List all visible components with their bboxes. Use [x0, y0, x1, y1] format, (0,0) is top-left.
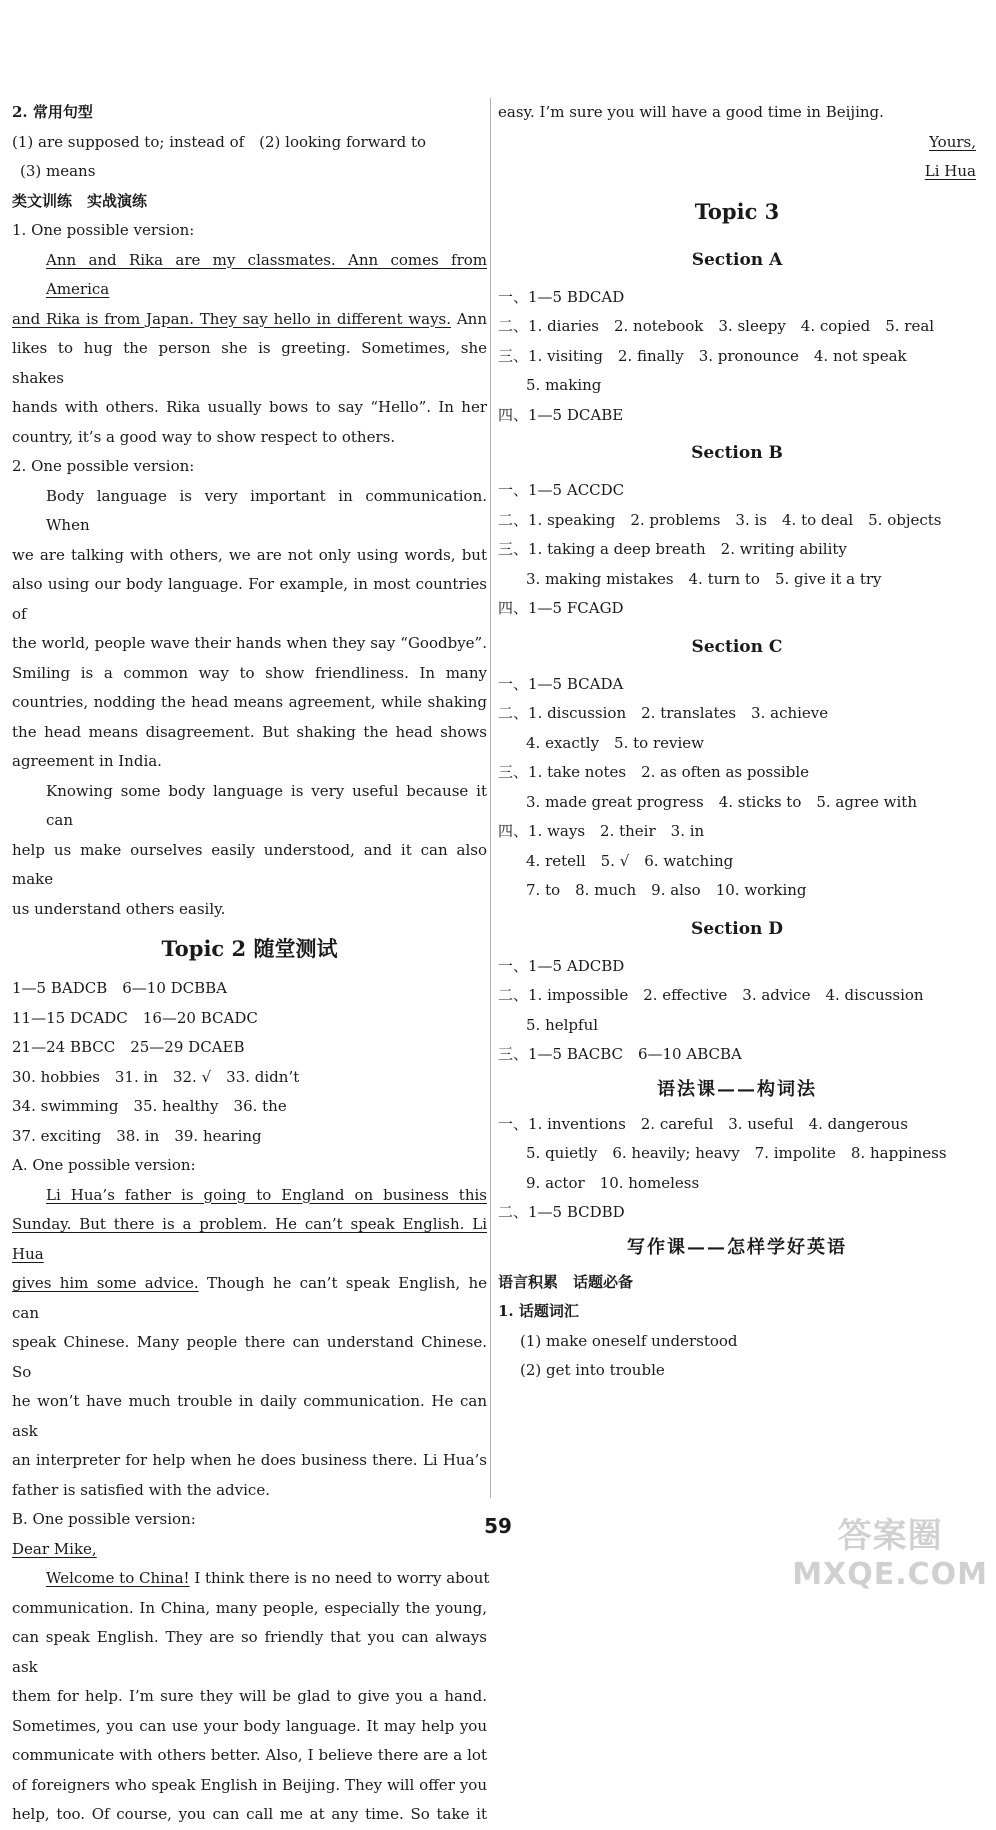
- letter-closing: Yours,: [929, 132, 976, 151]
- letter-greeting: Dear Mike,: [12, 1539, 97, 1558]
- section-a-title: Section A: [691, 249, 783, 270]
- essay-line: we are talking with others, we are not only using words, but: [12, 545, 487, 564]
- essay-line: them for help. I’m sure they will be glad to give you a hand.: [12, 1687, 487, 1705]
- essay-line: an interpreter for help when he does business there. Li Hua’s: [12, 1451, 487, 1469]
- essay-line: can speak English. They are so friendly that you can always ask: [12, 1628, 487, 1676]
- topic-3-title: Topic 3: [694, 198, 780, 224]
- answer-line: 21—24 BBCC 25—29 DCAEB: [12, 1038, 245, 1056]
- answer-line: (1) are supposed to; instead of (2) looking forward to: [12, 132, 427, 151]
- writing-lesson-title: 写作课——怎样学好英语: [627, 1236, 847, 1258]
- essay-text: I think there is no need to worry about: [189, 1569, 490, 1587]
- essay-line: agreement in India.: [12, 752, 162, 770]
- essay-line: of foreigners who speak English in Beijing. They will offer you: [12, 1775, 487, 1794]
- answer-line: 5. making: [526, 376, 602, 394]
- essay-line: the head means disagreement. But shaking the head shows: [12, 722, 487, 741]
- answer-line: 四、1—5 FCAGD: [498, 599, 624, 617]
- answer-line: 30. hobbies 31. in 32. √ 33. didn’t: [12, 1067, 300, 1086]
- answer-line: 四、1—5 DCABE: [498, 405, 624, 424]
- essay-line: [12, 1564, 490, 1594]
- essay-line: he won’t have much trouble in daily communication. He can ask: [12, 1392, 487, 1440]
- heading-practice: 类文训练 实战演练: [12, 191, 148, 210]
- answer-line: (3) means: [20, 162, 96, 180]
- essay-line: likes to hug the person she is greeting. Sometimes, she shakes: [12, 339, 487, 387]
- grammar-lesson-title: 语法课——构词法: [657, 1078, 817, 1100]
- version-label: A. One possible version:: [12, 1156, 196, 1174]
- section-d-title: Section D: [690, 918, 784, 939]
- essay-line: easy. I’m sure you will have a good time in Beijing.: [498, 103, 884, 121]
- answer-line: 二、1. impossible 2. effective 3. advice 4. discussion: [498, 986, 924, 1004]
- answer-line: 三、1. take notes 2. as often as possible: [498, 763, 809, 781]
- heading-language-accumulation: 语言积累 话题必备: [498, 1272, 634, 1291]
- answer-line: 二、1. discussion 2. translates 3. achieve: [498, 704, 829, 722]
- answer-line: 三、1—5 BACBC 6—10 ABCBA: [498, 1045, 742, 1063]
- answer-line: 9. actor 10. homeless: [526, 1173, 700, 1192]
- answer-line: 3. making mistakes 4. turn to 5. give it a try: [526, 569, 882, 588]
- answer-line: 4. retell 5. √ 6. watching: [526, 851, 734, 870]
- column-divider: [490, 98, 491, 1498]
- essay-text: Though he can’t speak English, he can: [12, 1274, 487, 1322]
- version-label: 1. One possible version:: [12, 221, 195, 239]
- answer-line: 4. exactly 5. to review: [526, 733, 705, 752]
- essay-line: communication. In China, many people, especially the young,: [12, 1598, 487, 1617]
- answer-line: 一、1—5 ACCDC: [498, 481, 625, 499]
- essay-line: help, too. Of course, you can call me at any time. So take it: [12, 1805, 487, 1823]
- answer-line: 二、1—5 BCDBD: [498, 1203, 625, 1221]
- section-b-title: Section B: [691, 443, 783, 463]
- answer-line: 一、1. inventions 2. careful 3. useful 4. dangerous: [498, 1114, 908, 1133]
- topic-2-title: Topic 2 随堂测试: [161, 936, 338, 961]
- answer-line: 5. helpful: [526, 1015, 599, 1034]
- answer-line: 四、1. ways 2. their 3. in: [498, 822, 705, 840]
- heading-topic-vocabulary: 1. 话题词汇: [498, 1302, 579, 1320]
- answer-line: 一、1—5 BCADA: [498, 674, 624, 693]
- essay-line: Body language is very important in communication. When: [46, 486, 487, 534]
- right-column: [498, 98, 976, 1386]
- answer-line: 37. exciting 38. in 39. hearing: [12, 1126, 262, 1145]
- answer-line: 三、1. visiting 2. finally 3. pronounce 4. not speak: [498, 346, 907, 365]
- version-label: 2. One possible version:: [12, 457, 195, 475]
- letter-signature: Li Hua: [924, 162, 976, 180]
- essay-line: father is satisfied with the advice.: [12, 1480, 270, 1499]
- underlined-text: gives him some advice.: [12, 1274, 199, 1292]
- underlined-text: and Rika is from Japan. They say hello in different ways.: [12, 309, 452, 328]
- essay-line: Li Hua’s father is going to England on business this: [46, 1185, 487, 1204]
- heading-common-sentences: 2. 常用句型: [12, 103, 93, 121]
- essay-text: Ann: [451, 309, 487, 328]
- answer-line: 11—15 DCADC 16—20 BCADC: [12, 1008, 258, 1027]
- answer-line: 二、1. speaking 2. problems 3. is 4. to deal 5. objects: [498, 510, 942, 529]
- essay-line: us understand others easily.: [12, 899, 226, 918]
- essay-line: also using our body language. For example, in most countries of: [12, 575, 487, 623]
- essay-line: Ann and Rika are my classmates. Ann comes from America: [46, 250, 487, 298]
- version-label: B. One possible version:: [12, 1510, 196, 1528]
- watermark-url: MXQE.COM: [792, 1557, 988, 1592]
- answer-line: 一、1—5 ADCBD: [498, 956, 625, 975]
- essay-line: [12, 1269, 487, 1328]
- section-c-title: Section C: [691, 636, 783, 657]
- essay-line: countries, nodding the head means agreement, while shaking: [12, 693, 487, 711]
- underlined-text: Welcome to China!: [46, 1569, 190, 1587]
- answer-line: 三、1. taking a deep breath 2. writing ability: [498, 540, 847, 558]
- essay-line: speak Chinese. Many people there can understand Chinese. So: [12, 1333, 487, 1381]
- essay-line: Sometimes, you can use your body language. It may help you: [12, 1716, 487, 1735]
- essay-line: country, it’s a good way to show respect to others.: [12, 427, 396, 446]
- essay-line: help us make ourselves easily understood, and it can also make: [12, 840, 487, 888]
- answer-line: 34. swimming 35. healthy 36. the: [12, 1097, 287, 1115]
- watermark-logo: [792, 1508, 988, 1592]
- essay-line: the world, people wave their hands when they say “Goodbye”.: [12, 634, 487, 652]
- essay-line: communicate with others better. Also, I believe there are a lot: [12, 1746, 487, 1764]
- essay-line: [12, 305, 487, 335]
- answer-line: 5. quietly 6. heavily; heavy 7. impolite 8. happiness: [526, 1144, 947, 1162]
- page-number: 59: [484, 1514, 512, 1538]
- essay-line: Knowing some body language is very useful because it can: [46, 781, 487, 829]
- essay-line: Smiling is a common way to show friendliness. In many: [12, 663, 487, 682]
- answer-line: 1—5 BADCB 6—10 DCBBA: [12, 979, 228, 997]
- answer-line: 7. to 8. much 9. also 10. working: [526, 881, 807, 899]
- answer-line: (2) get into trouble: [520, 1361, 665, 1379]
- answer-line: 3. made great progress 4. sticks to 5. agree with: [526, 792, 917, 811]
- essay-line: hands with others. Rika usually bows to say “Hello”. In her: [12, 398, 487, 416]
- left-column: [12, 98, 490, 1830]
- answer-line: 一、1—5 BDCAD: [498, 287, 625, 306]
- watermark-text: 答案圈: [837, 1516, 943, 1556]
- answer-line: 二、1. diaries 2. notebook 3. sleepy 4. copied 5. real: [498, 317, 935, 335]
- answer-line: (1) make oneself understood: [520, 1331, 738, 1350]
- essay-line: Sunday. But there is a problem. He can’t speak English. Li Hua: [12, 1215, 487, 1263]
